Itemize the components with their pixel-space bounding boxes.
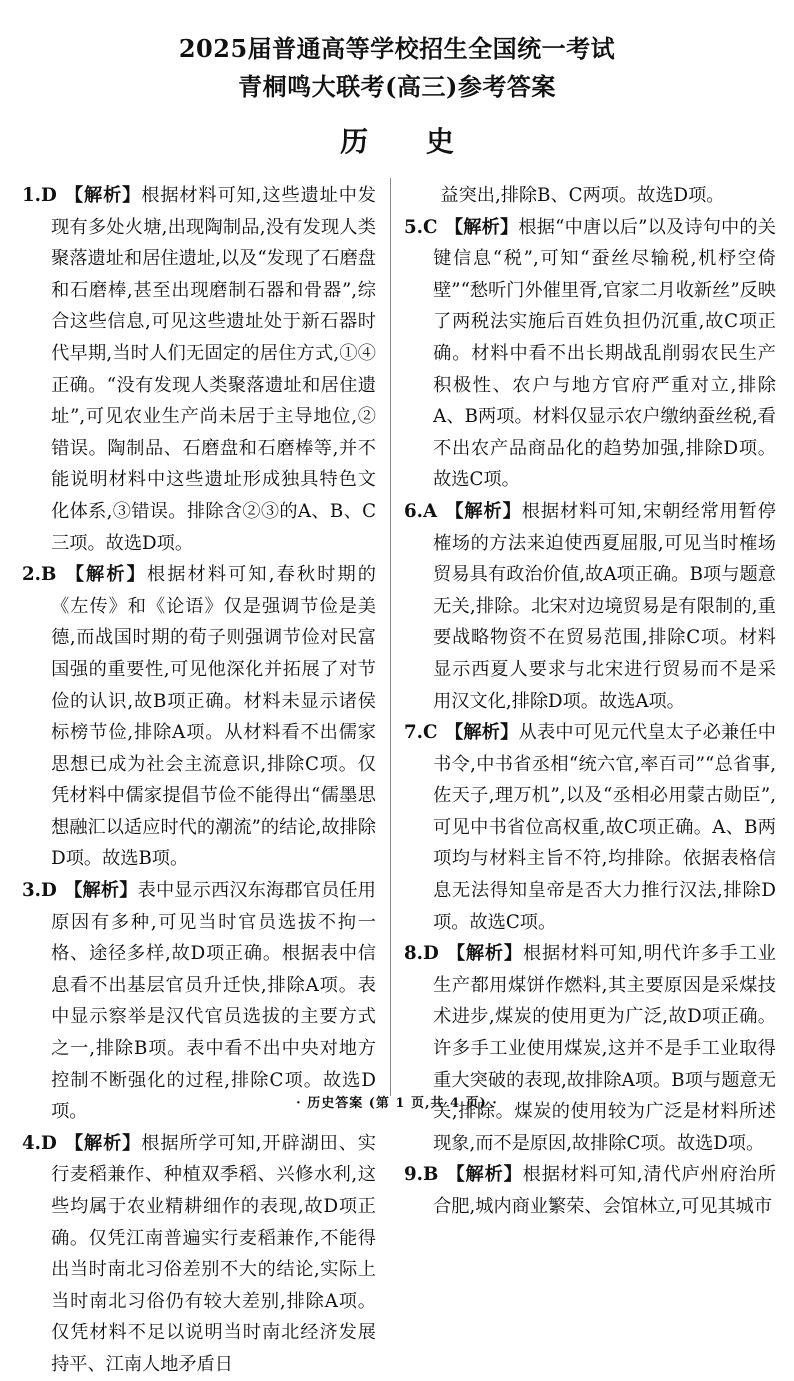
analysis-tag: 【解析】 <box>444 722 519 744</box>
answer-number: 3.D <box>22 880 57 902</box>
answer-number: 1.D <box>22 185 57 206</box>
answer-text: 从表中可见元代皇太子必兼任中书令,中书省丞相“统六官,率百司”“总省事,佐天子,理万机”,以及“丞相必用蒙古勋臣”,可见中书省位高权重,故C项正确。A、B两项均与材料主旨不符,均排除。依据表格信息无法得知皇帝是否大力推行汉法,排除D项。故选C项。 <box>433 722 776 933</box>
answer-text: 根据材料可知,明代许多手工业生产都用煤饼作燃料,其主要原因是采煤技术进步,煤炭的使用更为广泛,故D项正确。许多手工业使用煤炭,这并不是手工业取得重大突破的表现,故排除A项。B项与题意无关,排除。煤炭的使用较为广泛是材料所述现象,而不是原因,故排除C项。故选D项。 <box>433 943 776 1154</box>
answer-text: 根据材料可知,清代庐州府治所合肥,城内商业繁荣、会馆林立,可见其城市 <box>433 1164 776 1217</box>
subject-heading: 历 史 <box>340 125 478 158</box>
analysis-tag: 【解析】 <box>63 564 147 586</box>
answer-item-4-continued <box>404 180 776 212</box>
analysis-tag: 【解析】 <box>64 185 142 206</box>
answer-column-left <box>22 180 376 1375</box>
answer-item-6 <box>404 496 776 717</box>
answer-item-1 <box>22 180 376 559</box>
answer-text: 根据所学可知,开辟湖田、实行麦稻兼作、种植双季稻、兴修水利,这些均属于农业精耕细作的表现,故D项正确。仅凭江南普遍实行麦稻兼作,不能得出当时南北习俗差别不大的结论,实际上当时南北习俗仍有较大差别,排除A项。仅凭材料不足以说明当时南北经济发展持平、江南人地矛盾日 <box>51 1132 376 1375</box>
answer-number: 2.B <box>22 564 57 586</box>
analysis-tag: 【解析】 <box>64 880 138 902</box>
answer-item-9 <box>404 1159 776 1222</box>
page-footer: · 历史答案 (第 1 页,共 4 页) · <box>296 1096 498 1111</box>
answer-number: 5.C <box>404 216 438 238</box>
answer-item-2 <box>22 559 376 875</box>
analysis-tag: 【解析】 <box>445 1164 523 1186</box>
analysis-tag: 【解析】 <box>64 1132 142 1154</box>
exam-title: 2025届普通高等学校招生全国统一考试 <box>178 34 616 63</box>
answer-item-7 <box>404 717 776 938</box>
answer-item-3 <box>22 875 376 1128</box>
analysis-tag: 【解析】 <box>444 500 522 522</box>
page-header <box>0 30 794 162</box>
answer-item-5 <box>404 212 776 496</box>
answer-number: 9.B <box>404 1164 439 1186</box>
answer-text: 根据材料可知,宋朝经常用暂停榷场的方法来迫使西夏屈服,可见当时榷场贸易具有政治价值,故A项正确。B项与题意无关,排除。北宋对边境贸易是有限制的,重要战略物资不在贸易范围,排除C项。材料显示西夏人要求与北宋进行贸易而不是采用汉文化,排除D项。故选A项。 <box>433 500 776 712</box>
answer-number: 6.A <box>404 500 438 522</box>
answer-number: 8.D <box>404 943 439 965</box>
answer-column-right <box>404 180 776 1217</box>
answer-item-8 <box>404 938 776 1159</box>
answer-text: 益突出,排除B、C两项。故选D项。 <box>440 185 725 206</box>
answer-item-4 <box>22 1128 376 1381</box>
answer-number: 7.C <box>404 722 438 744</box>
exam-subtitle: 青桐鸣大联考(高三)参考答案 <box>238 72 556 101</box>
analysis-tag: 【解析】 <box>446 943 523 965</box>
analysis-tag: 【解析】 <box>444 216 519 238</box>
answer-text: 根据材料可知,春秋时期的《左传》和《论语》仅是强调节俭是美德,而战国时期的荀子则强调节俭对民富国强的重要性,可见他深化并拓展了对节俭的认识,故B项正确。材料未显示诸侯标榜节俭,排除A项。从材料看不出儒家思想已成为社会主流意识,排除C项。仅凭材料中儒家提倡节俭不能得出“儒墨思想融汇以适应时代的潮流”的结论,故排除D项。故选B项。 <box>51 564 376 870</box>
answer-text: 根据材料可知,这些遗址中发现有多处火塘,出现陶制品,没有发现人类聚落遗址和居住遗址,以及“发现了石磨盘和石磨棒,甚至出现磨制石器和骨器”,综合这些信息,可见这些遗址处于新石器时代早期,当时人们无固定的居住方式,①④正确。“没有发现人类聚落遗址和居住遗址”,可见农业生产尚未居于主导地位,②错误。陶制品、石磨盘和石磨棒等,并不能说明材料中这些遗址形成独具特色文化体系,③错误。排除含②③的A、B、C三项。故选D项。 <box>51 185 376 554</box>
answer-text: 根据“中唐以后”以及诗句中的关键信息“税”,可知“蚕丝尽输税,机杼空倚壁”“愁听门外催里胥,官家二月收新丝”反映了两税法实施后百姓负担仍沉重,故C项正确。材料中看不出长期战乱削弱农民生产积极性、农户与地方官府严重对立,排除A、B两项。材料仅显示农户缴纳蚕丝税,看不出农产品商品化的趋势加强,排除D项。故选C项。 <box>433 216 776 491</box>
answer-number: 4.D <box>22 1132 57 1154</box>
column-divider <box>390 178 391 1096</box>
answer-text: 表中显示西汉东海郡官员任用原因有多种,可见当时官员选拔不拘一格、途径多样,故D项正确。根据表中信息看不出基层官员升迁快,排除A项。表中显示察举是汉代官员选拔的主要方式之一,排除B项。表中看不出中央对地方控制不断强化的过程,排除C项。故选D项。 <box>51 880 376 1123</box>
